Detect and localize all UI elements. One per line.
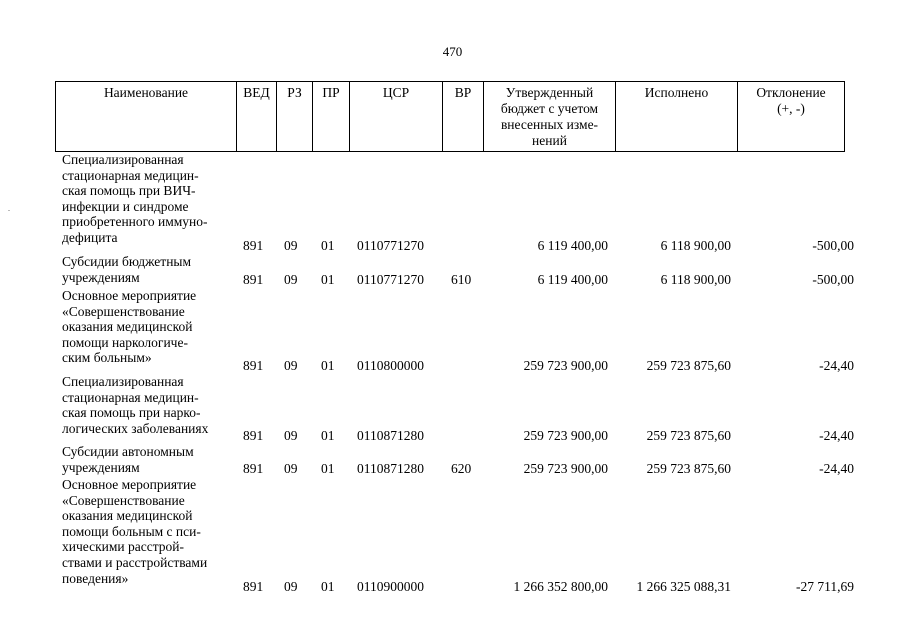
table-row	[0, 152, 905, 254]
row-rz: 09	[284, 272, 298, 288]
row-rz: 09	[284, 428, 298, 444]
row-pr: 01	[321, 358, 335, 374]
header-pr: ПР	[313, 82, 350, 151]
row-budget: 259 723 900,00	[523, 358, 608, 374]
row-executed: 259 723 875,60	[646, 461, 731, 477]
header-csr: ЦСР	[350, 82, 443, 151]
row-deviation: -500,00	[812, 238, 854, 254]
row-csr: 0110771270	[357, 272, 424, 288]
row-budget: 259 723 900,00	[523, 428, 608, 444]
row-rz: 09	[284, 358, 298, 374]
row-rz: 09	[284, 461, 298, 477]
row-vr: 620	[451, 461, 472, 477]
header-budget: Утвержденный бюджет с учетом внесенных изме- нений	[484, 82, 616, 151]
row-deviation: -24,40	[819, 461, 854, 477]
header-name: Наименование	[56, 82, 237, 151]
row-executed: 259 723 875,60	[646, 358, 731, 374]
table-row	[0, 477, 905, 595]
row-vr: 610	[451, 272, 472, 288]
row-executed: 1 266 325 088,31	[636, 579, 731, 595]
header-ved: ВЕД	[237, 82, 277, 151]
table-row	[0, 374, 905, 444]
row-ved: 891	[243, 238, 264, 254]
header-executed: Исполнено	[616, 82, 738, 151]
table-row	[0, 444, 905, 477]
row-rz: 09	[284, 579, 298, 595]
row-pr: 01	[321, 461, 335, 477]
row-csr: 0110871280	[357, 461, 424, 477]
row-deviation: -27 711,69	[796, 579, 854, 595]
row-ved: 891	[243, 428, 264, 444]
row-name: Основное мероприятие «Совершенствование оказания медицинской помощи больным с пси- хическими расстрой- ствами и расстройствами поведения»	[62, 477, 208, 586]
row-ved: 891	[243, 358, 264, 374]
row-csr: 0110900000	[357, 579, 424, 595]
table-header	[55, 81, 845, 152]
row-budget: 6 119 400,00	[537, 238, 608, 254]
row-budget: 6 119 400,00	[537, 272, 608, 288]
row-pr: 01	[321, 579, 335, 595]
header-deviation: Отклонение (+, -)	[756, 85, 826, 116]
row-name: Основное мероприятие «Совершенствование оказания медицинской помощи наркологиче- ским больным»	[62, 288, 197, 366]
row-ved: 891	[243, 579, 264, 595]
row-budget: 259 723 900,00	[523, 461, 608, 477]
page-number: 470	[442, 44, 463, 59]
table-row	[0, 254, 905, 288]
table-row	[0, 288, 905, 374]
row-ved: 891	[243, 272, 264, 288]
row-budget: 1 266 352 800,00	[513, 579, 608, 595]
row-executed: 6 118 900,00	[660, 272, 731, 288]
row-csr: 0110871280	[357, 428, 424, 444]
row-ved: 891	[243, 461, 264, 477]
row-name: Субсидии бюджетным учреждениям	[62, 254, 192, 285]
row-pr: 01	[321, 238, 335, 254]
row-name: Субсидии автономным учреждениям	[62, 444, 194, 475]
row-deviation: -24,40	[819, 358, 854, 374]
row-name: Специализированная стационарная медицин- ская помощь при нарко- логических заболеваниях	[62, 374, 209, 436]
row-name: Специализированная стационарная медицин- ская помощь при ВИЧ- инфекции и синдроме приобретенного иммуно- дефицита	[62, 152, 208, 245]
row-deviation: -500,00	[812, 272, 854, 288]
row-deviation: -24,40	[819, 428, 854, 444]
row-rz: 09	[284, 238, 298, 254]
header-rz: РЗ	[277, 82, 313, 151]
row-csr: 0110800000	[357, 358, 424, 374]
row-executed: 259 723 875,60	[646, 428, 731, 444]
scan-mark	[8, 210, 10, 211]
row-pr: 01	[321, 272, 335, 288]
row-executed: 6 118 900,00	[660, 238, 731, 254]
header-vr: ВР	[443, 82, 484, 151]
row-pr: 01	[321, 428, 335, 444]
row-csr: 0110771270	[357, 238, 424, 254]
